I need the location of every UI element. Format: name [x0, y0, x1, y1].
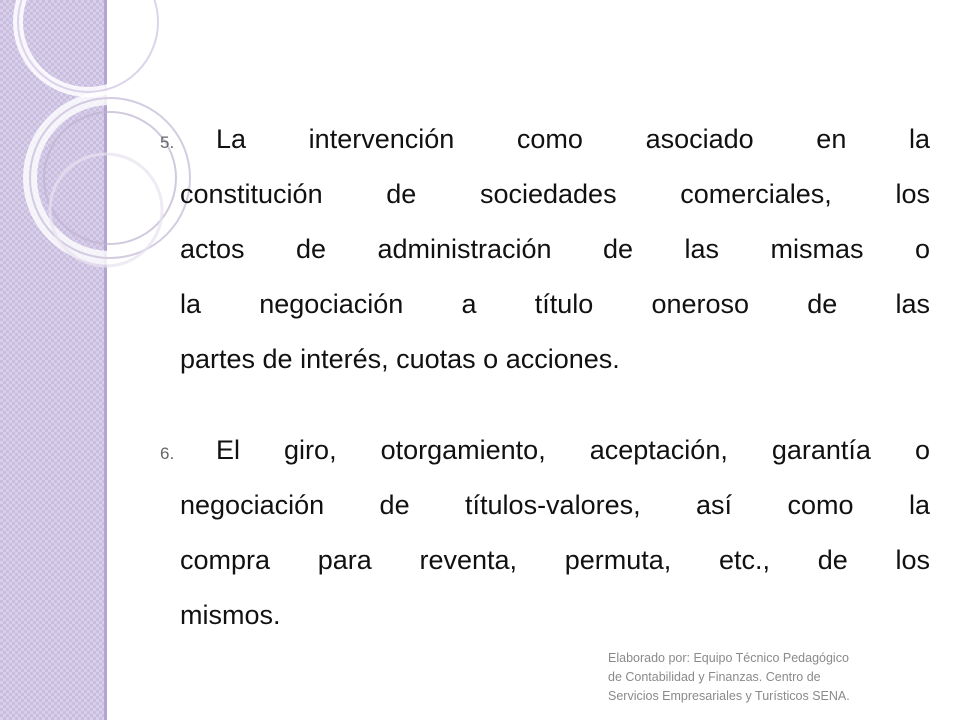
list-item-first-line: [160, 423, 930, 478]
text-line: la negociación a título oneroso de las: [180, 289, 930, 319]
list-number: 5.: [160, 133, 175, 152]
sidebar-background: [0, 0, 106, 720]
text-line-wrapper: [160, 478, 930, 533]
text-line: actos de administración de las mismas o: [180, 234, 930, 264]
sidebar-edge: [104, 0, 107, 720]
footer-credits: [608, 649, 908, 706]
text-line-wrapper: [160, 277, 930, 332]
text-line: partes de interés, cuotas o acciones.: [180, 344, 620, 374]
text-line: El giro, otorgamiento, aceptación, garantía o: [216, 435, 930, 465]
footer-line: Servicios Empresariales y Turísticos SENA.: [608, 689, 850, 703]
footer-line: Elaborado por: Equipo Técnico Pedagógico: [608, 651, 849, 665]
text-line: negociación de títulos-valores, así como la: [180, 490, 930, 520]
slide-content: [160, 112, 930, 643]
text-line-wrapper: [160, 533, 930, 588]
list-number: 6.: [160, 444, 175, 463]
list-item: [160, 423, 930, 643]
text-line-wrapper: [160, 588, 930, 643]
footer-line: de Contabilidad y Finanzas. Centro de: [608, 670, 821, 684]
text-line: constitución de sociedades comerciales, los: [180, 179, 930, 209]
text-line-wrapper: [160, 167, 930, 222]
text-line: mismos.: [180, 600, 281, 630]
text-line-wrapper: [160, 222, 930, 277]
list-item-first-line: [160, 112, 930, 167]
text-line: La intervención como asociado en la: [216, 124, 930, 154]
list-item: [160, 112, 930, 387]
text-line-wrapper: [160, 332, 930, 387]
text-line: compra para reventa, permuta, etc., de los: [180, 545, 930, 575]
